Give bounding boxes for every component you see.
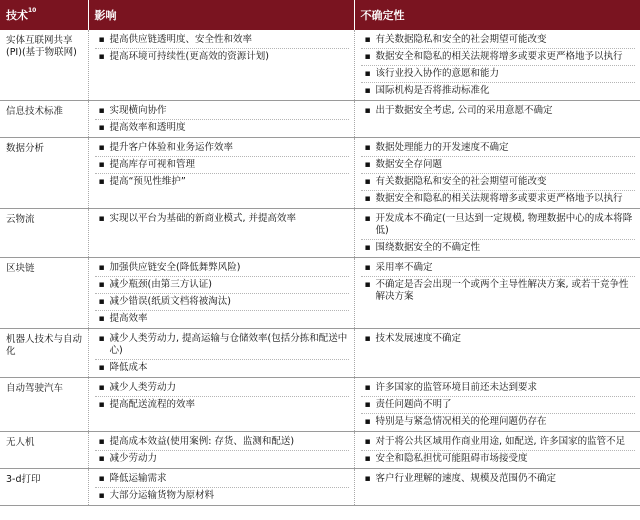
impact-list xyxy=(95,142,349,188)
impact-cell xyxy=(88,101,354,138)
uncertainty-bullet-item: ▪ 数据安全和隐私的相关法规将增多或要求更严格地予以执行 xyxy=(361,193,636,205)
impact-cell xyxy=(88,209,354,258)
uncertainty-bullet-item: ▪ 数据安全存问题 xyxy=(361,159,636,174)
impact-bullet-item: ▪ 降低成本 xyxy=(95,362,349,374)
impact-list xyxy=(95,213,349,225)
uncertainty-list xyxy=(361,436,636,465)
impact-cell xyxy=(88,138,354,209)
header-uncertainty: 不确定性 xyxy=(354,0,640,30)
impact-bullet-item: ▪ 提高效率 xyxy=(95,313,349,325)
table-row xyxy=(0,432,640,469)
uncertainty-bullet-item: ▪ 数据安全和隐私的相关法规将增多或要求更严格地予以执行 xyxy=(361,51,636,66)
impact-bullet-item: ▪ 大部分运输货物为原材料 xyxy=(95,490,349,502)
uncertainty-bullet-item: ▪ 特别是与紧急情况相关的伦理问题仍存在 xyxy=(361,416,636,428)
uncertainty-bullet-item: ▪ 采用率不确定 xyxy=(361,262,636,277)
uncertainty-bullet-item: ▪ 围绕数据安全的不确定性 xyxy=(361,242,636,254)
uncertainty-list xyxy=(361,34,636,97)
impact-bullet-item: ▪ 提高效率和透明度 xyxy=(95,122,349,134)
uncertainty-cell xyxy=(354,258,640,329)
impact-bullet-item: ▪ 提高配送流程的效率 xyxy=(95,399,349,411)
uncertainty-cell xyxy=(354,432,640,469)
impact-bullet-item: ▪ 加强供应链安全(降低舞弊风险) xyxy=(95,262,349,277)
impact-bullet-item: ▪ 提高成本效益(使用案例: 存货、监测和配送) xyxy=(95,436,349,451)
uncertainty-bullet-item: ▪ 出于数据安全考虑, 公司的采用意愿不确定 xyxy=(361,105,636,117)
impact-bullet-item: ▪ 提高“预见性维护” xyxy=(95,176,349,188)
impact-bullet-item: ▪ 实现横向协作 xyxy=(95,105,349,120)
uncertainty-cell xyxy=(354,469,640,506)
header-technology-label: 技术 xyxy=(6,9,28,22)
table-row xyxy=(0,378,640,432)
uncertainty-bullet-item: ▪ 对于将公共区域用作商业用途, 如配送, 许多国家的监管不足 xyxy=(361,436,636,451)
header-impact: 影响 xyxy=(88,0,354,30)
impact-bullet-item: ▪ 提高供应链透明度、安全性和效率 xyxy=(95,34,349,49)
uncertainty-cell xyxy=(354,30,640,101)
uncertainty-cell xyxy=(354,209,640,258)
impact-bullet-item: ▪ 降低运输需求 xyxy=(95,473,349,488)
impact-list xyxy=(95,34,349,63)
uncertainty-list xyxy=(361,105,636,117)
impact-bullet-item: ▪ 减少错误(纸质文档将被淘汰) xyxy=(95,296,349,311)
table-row xyxy=(0,138,640,209)
header-technology xyxy=(0,0,88,30)
technology-name-cell: 数据分析 xyxy=(0,138,88,209)
technology-name-cell: 无人机 xyxy=(0,432,88,469)
uncertainty-list xyxy=(361,213,636,254)
uncertainty-list xyxy=(361,473,636,485)
impact-list xyxy=(95,333,349,374)
uncertainty-cell xyxy=(354,101,640,138)
table-row xyxy=(0,469,640,506)
impact-list xyxy=(95,436,349,465)
uncertainty-list xyxy=(361,333,636,345)
uncertainty-cell xyxy=(354,378,640,432)
impact-bullet-item: ▪ 减少劳动力 xyxy=(95,453,349,465)
impact-cell xyxy=(88,469,354,506)
technology-name-cell: 机器人技术与自动化 xyxy=(0,329,88,378)
table-row xyxy=(0,209,640,258)
impact-cell xyxy=(88,329,354,378)
technology-name-cell: 自动驾驶汽车 xyxy=(0,378,88,432)
uncertainty-cell xyxy=(354,138,640,209)
impact-cell xyxy=(88,258,354,329)
technology-name-cell: 实体互联网共享(PI)(基于物联网) xyxy=(0,30,88,101)
impact-bullet-item: ▪ 提高库存可视和管理 xyxy=(95,159,349,174)
impact-cell xyxy=(88,432,354,469)
table-row xyxy=(0,30,640,101)
uncertainty-cell xyxy=(354,329,640,378)
table-row xyxy=(0,258,640,329)
uncertainty-bullet-item: ▪ 不确定是否会出现一个或两个主导性解决方案, 或若干竞争性解决方案 xyxy=(361,279,636,303)
uncertainty-bullet-item: ▪ 国际机构是否将推动标准化 xyxy=(361,85,636,97)
technology-name-cell: 3-d打印 xyxy=(0,469,88,506)
table-body xyxy=(0,30,640,506)
technology-name-cell: 信息技术标准 xyxy=(0,101,88,138)
impact-bullet-item: ▪ 提升客户体验和业务运作效率 xyxy=(95,142,349,157)
impact-bullet-item: ▪ 减少人类劳动力, 提高运输与仓储效率(包括分拣和配送中心) xyxy=(95,333,349,360)
uncertainty-list xyxy=(361,142,636,205)
impact-list xyxy=(95,262,349,325)
impact-bullet-item: ▪ 实现以平台为基础的新商业模式, 并提高效率 xyxy=(95,213,349,225)
impact-bullet-item: ▪ 减少瓶颈(由第三方认证) xyxy=(95,279,349,294)
impact-list xyxy=(95,105,349,134)
impact-bullet-item: ▪ 提高环境可持续性(更高效的资源计划) xyxy=(95,51,349,63)
technology-name-cell: 区块链 xyxy=(0,258,88,329)
uncertainty-bullet-item: ▪ 数据处理能力的开发速度不确定 xyxy=(361,142,636,157)
table-row xyxy=(0,329,640,378)
uncertainty-bullet-item: ▪ 有关数据隐私和安全的社会期望可能改变 xyxy=(361,176,636,191)
uncertainty-bullet-item: ▪ 责任问题尚不明了 xyxy=(361,399,636,414)
impact-bullet-item: ▪ 减少人类劳动力 xyxy=(95,382,349,397)
uncertainty-bullet-item: ▪ 有关数据隐私和安全的社会期望可能改变 xyxy=(361,34,636,49)
uncertainty-bullet-item: ▪ 该行业投入协作的意愿和能力 xyxy=(361,68,636,83)
uncertainty-bullet-item: ▪ 许多国家的监管环境目前还未达到要求 xyxy=(361,382,636,397)
uncertainty-bullet-item: ▪ 客户行业理解的速度、规模及范围仍不确定 xyxy=(361,473,636,485)
impact-cell xyxy=(88,378,354,432)
header-technology-footnote: 10 xyxy=(28,7,37,14)
uncertainty-bullet-item: ▪ 技术发展速度不确定 xyxy=(361,333,636,345)
impact-list xyxy=(95,382,349,411)
uncertainty-bullet-item: ▪ 开发成本不确定(一旦达到一定规模, 物理数据中心的成本将降低) xyxy=(361,213,636,240)
uncertainty-bullet-item: ▪ 安全和隐私担忧可能阻碍市场接受度 xyxy=(361,453,636,465)
uncertainty-list xyxy=(361,262,636,303)
table-header xyxy=(0,0,640,30)
impact-list xyxy=(95,473,349,502)
uncertainty-list xyxy=(361,382,636,428)
impact-cell xyxy=(88,30,354,101)
table-row xyxy=(0,101,640,138)
technology-name-cell: 云物流 xyxy=(0,209,88,258)
